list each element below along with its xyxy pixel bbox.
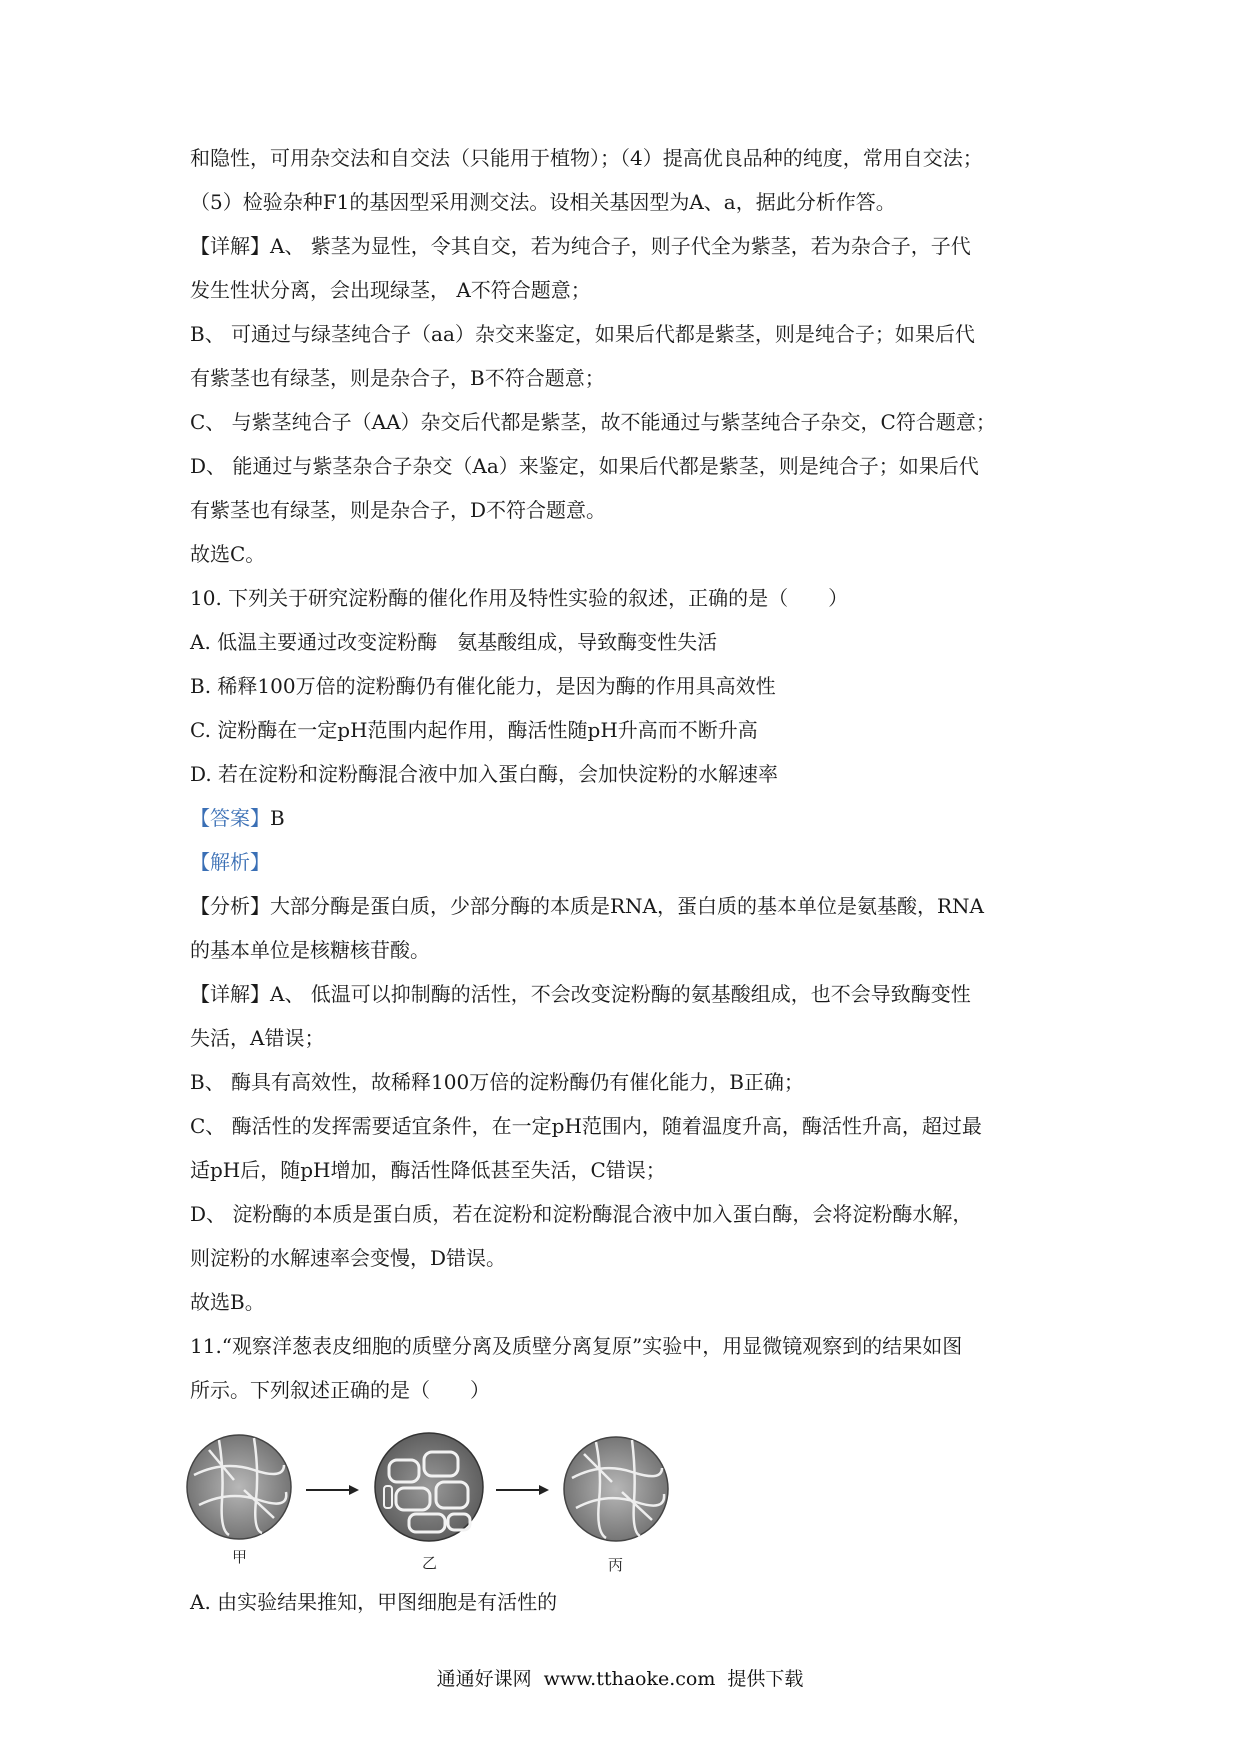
analysis-label: 【解析】 [190, 850, 270, 874]
text-block-bottom [190, 1590, 1070, 1634]
text-line: 故选B。 [190, 1290, 265, 1314]
text-line: D、 能通过与紫茎杂合子杂交（Aa）来鉴定，如果后代都是紫茎，则是纯合子；如果后代 [190, 454, 979, 478]
cell-view-jia [187, 1435, 291, 1539]
text-line: 有紫茎也有绿茎，则是杂合子，D不符合题意。 [190, 498, 607, 522]
text-line: C、 与紫茎纯合子（AA）杂交后代都是紫茎，故不能通过与紫茎纯合子杂交，C符合题意； [190, 410, 996, 434]
text-line: 发生性状分离，会出现绿茎， A不符合题意； [190, 278, 591, 302]
footer-suffix: 提供下载 [727, 1668, 804, 1690]
figure-label-bing: 丙 [608, 1556, 624, 1574]
text-line: 【分析】大部分酶是蛋白质，少部分酶的本质是RNA，蛋白质的基本单位是氨基酸，RNA [190, 894, 985, 918]
text-line: 和隐性，可用杂交法和自交法（只能用于植物）；（4）提高优良品种的纯度，常用自交法； [190, 146, 983, 170]
question-10-option-c: C. 淀粉酶在一定pH范围内起作用，酶活性随pH升高而不断升高 [190, 718, 758, 742]
text-line: 的基本单位是核糖核苷酸。 [190, 938, 430, 962]
question-10-option-a: A. 低温主要通过改变淀粉酶 氨基酸组成，导致酶变性失活 [190, 630, 718, 654]
text-line: B、 酶具有高效性，故稀释100万倍的淀粉酶仍有催化能力，B正确； [190, 1070, 804, 1094]
document-content [190, 146, 1070, 1634]
question-11-option-a: A. 由实验结果推知，甲图细胞是有活性的 [190, 1590, 558, 1614]
text-line: C、 酶活性的发挥需要适宜条件，在一定pH范围内，随着温度升高，酶活性升高，超过最 [190, 1114, 982, 1138]
text-line: 【详解】A、 紫茎为显性，令其自交，若为纯合子，则子代全为紫茎，若为杂合子，子代 [190, 234, 971, 258]
text-line: 失活，A错误； [190, 1026, 325, 1050]
figure-label-yi: 乙 [422, 1554, 438, 1572]
text-line: （5）检验杂种F1的基因型采用测交法。设相关基因型为A、a，据此分析作答。 [190, 190, 896, 214]
answer-line [190, 806, 1070, 850]
text-line: D、 淀粉酶的本质是蛋白质，若在淀粉和淀粉酶混合液中加入蛋白酶，会将淀粉酶水解， [190, 1202, 973, 1226]
arrow-right-icon [496, 1485, 549, 1495]
arrow-right-icon [306, 1485, 359, 1495]
footer-site-name: 通通好课网 [436, 1668, 532, 1690]
question-10-stem: 10. 下列关于研究淀粉酶的催化作用及特性实验的叙述，正确的是（ ） [190, 586, 849, 610]
text-block-top [190, 146, 1070, 806]
figure-label-jia: 甲 [232, 1548, 248, 1566]
cell-view-bing [564, 1437, 668, 1541]
text-line: 【详解】A、 低温可以抑制酶的活性，不会改变淀粉酶的氨基酸组成，也不会导致酶变性 [190, 982, 971, 1006]
footer-url: www.tthaoke.com [543, 1668, 716, 1690]
text-line: 有紫茎也有绿茎，则是杂合子，B不符合题意； [190, 366, 605, 390]
analysis-line [190, 850, 1070, 894]
question-11-stem-cont: 所示。下列叙述正确的是（ ） [190, 1378, 490, 1402]
answer-value: B [270, 806, 285, 830]
question-10-option-b: B. 稀释100万倍的淀粉酶仍有催化能力，是因为酶的作用具高效性 [190, 674, 776, 698]
page-footer [0, 1664, 1240, 1691]
text-line: 适pH后，随pH增加，酶活性降低甚至失活，C错误； [190, 1158, 666, 1182]
text-line: 则淀粉的水解速率会变慢，D错误。 [190, 1246, 507, 1270]
text-line: B、 可通过与绿茎纯合子（aa）杂交来鉴定，如果后代都是紫茎，则是纯合子；如果后代 [190, 322, 975, 346]
text-line: 故选C。 [190, 542, 266, 566]
text-block-mid [190, 894, 1070, 1422]
question-11-stem: 11.“观察洋葱表皮细胞的质壁分离及质壁分离复原”实验中，用显微镜观察到的结果如图 [190, 1334, 963, 1358]
microscope-figure-svg [184, 1430, 704, 1570]
question-10-option-d: D. 若在淀粉和淀粉酶混合液中加入蛋白酶，会加快淀粉的水解速率 [190, 762, 779, 786]
microscope-figure [190, 1430, 1070, 1574]
answer-label: 【答案】 [190, 806, 270, 830]
cell-view-yi [375, 1433, 483, 1541]
